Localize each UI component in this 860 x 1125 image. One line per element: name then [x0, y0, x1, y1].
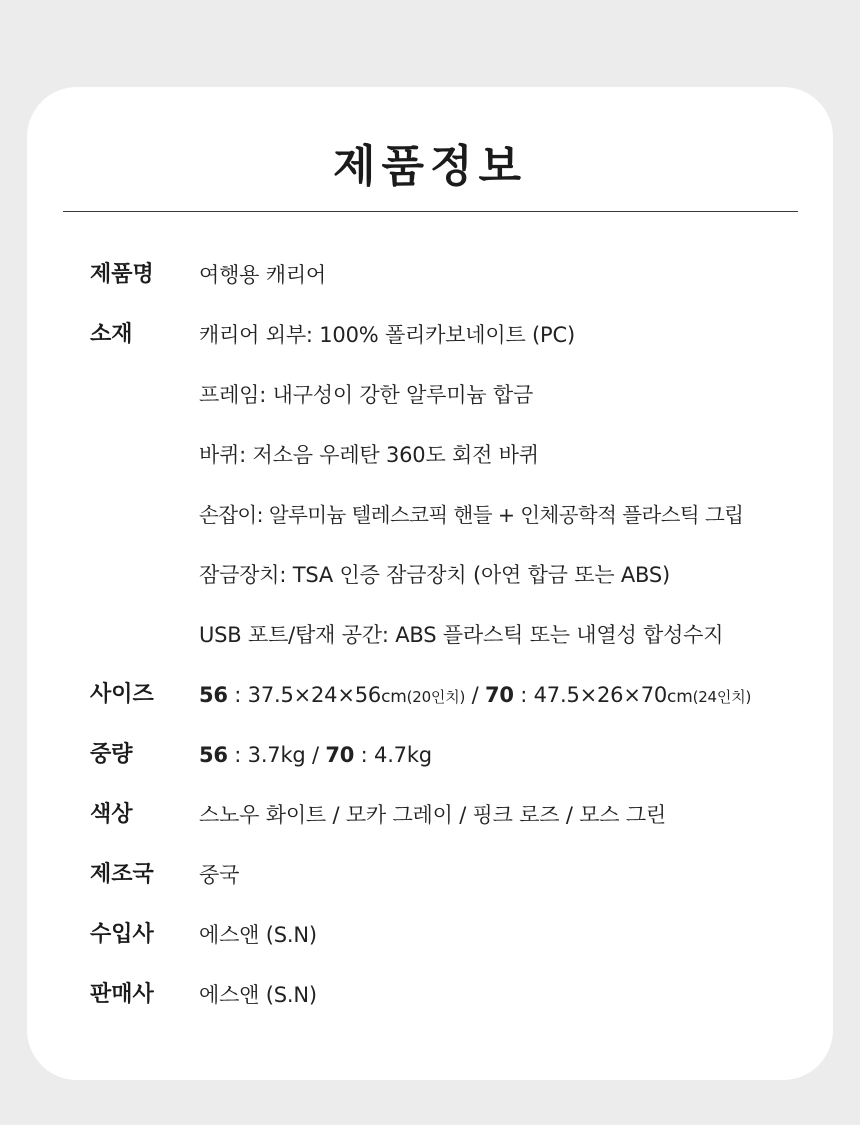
- origin-label: 제조국: [90, 862, 154, 887]
- size-unit-b: cm: [667, 687, 693, 707]
- page-title: 제품정보: [332, 141, 527, 192]
- weight-divider: /: [305, 743, 326, 767]
- size-model-b: 70: [484, 683, 514, 707]
- row-material-handle: [27, 495, 833, 535]
- weight-value-b: : 4.7kg: [354, 743, 432, 767]
- material-line: 캐리어 외부: 100% 폴리카보네이트 (PC): [199, 323, 575, 347]
- size-note-b: (24인치): [692, 688, 752, 706]
- weight-model-b: 70: [325, 743, 355, 767]
- weight-label: 중량: [90, 742, 133, 767]
- size-divider: /: [465, 683, 485, 707]
- row-product-name: [27, 255, 833, 295]
- weight-value-a: : 3.7kg: [227, 743, 306, 767]
- row-origin: [27, 855, 833, 895]
- material-line: 바퀴: 저소음 우레탄 360도 회전 바퀴: [199, 443, 539, 467]
- row-material-usb: [27, 615, 833, 655]
- size-value: [199, 675, 751, 717]
- color-label: 색상: [90, 802, 133, 827]
- weight-value: [199, 735, 432, 775]
- row-seller: [27, 975, 833, 1015]
- size-dims-a: 37.5×24×56: [247, 683, 382, 707]
- seller-value: 에스앤 (S.N): [199, 983, 317, 1007]
- row-color: [27, 795, 833, 835]
- size-label: 사이즈: [90, 682, 154, 707]
- color-value: 스노우 화이트 / 모카 그레이 / 핑크 로즈 / 모스 그린: [199, 803, 667, 827]
- material-line: 잠금장치: TSA 인증 잠금장치 (아연 합금 또는 ABS): [199, 563, 671, 587]
- material-line: USB 포트/탑재 공간: ABS 플라스틱 또는 내열성 합성수지: [199, 623, 724, 647]
- row-material-frame: [27, 375, 833, 415]
- size-sep-a: :: [227, 683, 248, 707]
- title-divider: [63, 211, 798, 212]
- weight-model-a: 56: [199, 743, 228, 767]
- material-line: 손잡이: 알루미늄 텔레스코픽 핸들 + 인체공학적 플라스틱 그립: [199, 503, 744, 527]
- row-importer: [27, 915, 833, 955]
- row-weight: [27, 735, 833, 775]
- row-size: [27, 675, 833, 715]
- importer-label: 수입사: [90, 922, 154, 947]
- product-name-value: 여행용 캐리어: [199, 263, 326, 287]
- origin-value: 중국: [199, 863, 240, 887]
- material-line: 프레임: 내구성이 강한 알루미늄 합금: [199, 383, 534, 407]
- size-note-a: (20인치): [406, 688, 466, 706]
- row-material-wheel: [27, 435, 833, 475]
- size-dims-b: 47.5×26×70: [533, 683, 668, 707]
- material-label: 소재: [90, 322, 133, 347]
- row-material-lock: [27, 555, 833, 595]
- row-material: [27, 315, 833, 355]
- seller-label: 판매사: [90, 982, 154, 1007]
- size-model-a: 56: [199, 683, 228, 707]
- size-sep-b: :: [513, 683, 534, 707]
- product-name-label: 제품명: [90, 262, 154, 287]
- size-unit-a: cm: [381, 687, 407, 707]
- importer-value: 에스앤 (S.N): [199, 923, 317, 947]
- product-info-card: [27, 87, 833, 1080]
